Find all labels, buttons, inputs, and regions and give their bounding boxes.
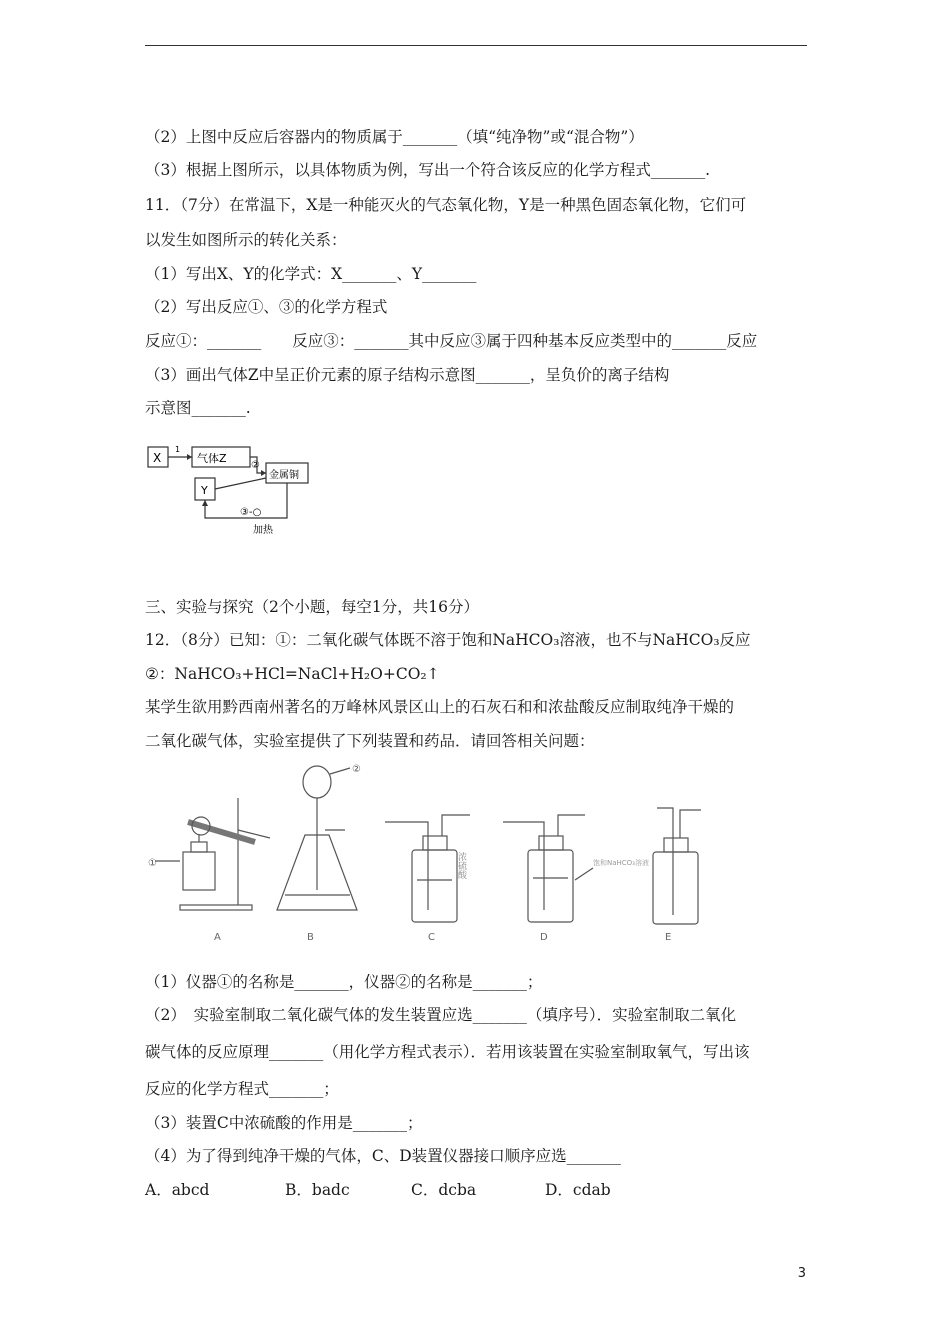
q11-part1: （1）写出X、Y的化学式：X_______、Y_______ (145, 265, 477, 283)
q12-context-cont: 二氧化碳气体，实验室提供了下列装置和药品．请回答相关问题： (145, 732, 595, 750)
apparatus-a (155, 798, 270, 910)
label-conc-sulfuric: 浓硫酸 (456, 852, 466, 879)
choice-c: C．dcba (411, 1181, 477, 1199)
label-step2: ② (251, 460, 260, 471)
label-nahco3-solution: 饱和NaHCO₃溶液 (593, 859, 649, 867)
label-copper: 金属铜 (269, 470, 299, 481)
mark-instrument-2: ② (352, 764, 361, 775)
apparatus-d (503, 815, 593, 922)
q12-part3: （3）装置C中浓硫酸的作用是_______； (145, 1114, 423, 1132)
choice-d: D．cdab (545, 1181, 611, 1199)
label-d: D (540, 932, 548, 943)
conversion-diagram (145, 438, 315, 538)
label-gas-z: 气体Z (197, 452, 227, 465)
label-heat: 加热 (253, 525, 273, 536)
choice-a: A．abcd (145, 1181, 210, 1199)
q11-part3-cont: 示意图_______. (145, 399, 251, 417)
page-number: 3 (797, 1266, 806, 1281)
section-3-heading: 三、实验与探究（2个小题，每空1分，共16分） (145, 598, 479, 616)
q12-part1: （1）仪器①的名称是_______，仪器②的名称是_______； (145, 973, 543, 991)
label-x: X (153, 451, 162, 465)
apparatus-b (277, 766, 357, 910)
label-step3: ③-○ (240, 507, 262, 518)
label-e: E (665, 932, 672, 943)
q10-part2: （2）上图中反应后容器内的物质属于_______（填“纯净物”或“混合物”） (145, 128, 644, 146)
q12-choices (145, 1180, 611, 1200)
apparatus-e (653, 808, 701, 924)
label-b: B (307, 932, 314, 943)
q11-part3: （3）画出气体Z中呈正价元素的原子结构示意图_______，呈负价的离子结构 (145, 366, 670, 384)
header-rule (145, 45, 807, 46)
q11-reactions: 反应①：_______ 反应③：_______其中反应③属于四种基本反应类型中的_______反应 (145, 332, 758, 350)
apparatus-figure (145, 760, 725, 945)
label-c: C (428, 932, 435, 943)
q12-part4: （4）为了得到纯净干燥的气体，C、D装置仪器接口顺序应选_______ (145, 1147, 621, 1165)
choice-b: B．badc (285, 1181, 350, 1199)
q11-stem: 11．（7分）在常温下，X是一种能灭火的气态氧化物，Y是一种黑色固态氧化物，它们可 (145, 196, 747, 214)
q12-part2-cont: 碳气体的反应原理_______（用化学方程式表示）．若用该装置在实验室制取氧气，写出该 (145, 1043, 750, 1061)
q10-part3: （3）根据上图所示，以具体物质为例，写出一个符合该反应的化学方程式_______. (145, 161, 711, 179)
q12-equation: ②：NaHCO₃+HCl=NaCl+H₂O+CO₂↑ (145, 665, 440, 683)
mark-instrument-1: ① (148, 858, 157, 869)
q11-part2: （2）写出反应①、③的化学方程式 (145, 298, 388, 316)
label-a: A (214, 932, 221, 943)
label-step1: 1 (175, 445, 181, 454)
q12-stem: 12．（8分）已知：①：二氧化碳气体既不溶于饱和NaHCO₃溶液，也不与NaHCO₃反应 (145, 631, 751, 649)
q12-part2: （2） 实验室制取二氧化碳气体的发生装置应选_______（填序号）．实验室制取二氧化 (145, 1006, 737, 1024)
q11-stem-cont: 以发生如图所示的转化关系： (145, 231, 347, 249)
q12-part2-cont2: 反应的化学方程式_______； (145, 1080, 339, 1098)
label-y: Y (201, 484, 208, 497)
q12-context: 某学生欲用黔西南州著名的万峰林风景区山上的石灰石和和浓盐酸反应制取纯净干燥的 (145, 698, 735, 716)
